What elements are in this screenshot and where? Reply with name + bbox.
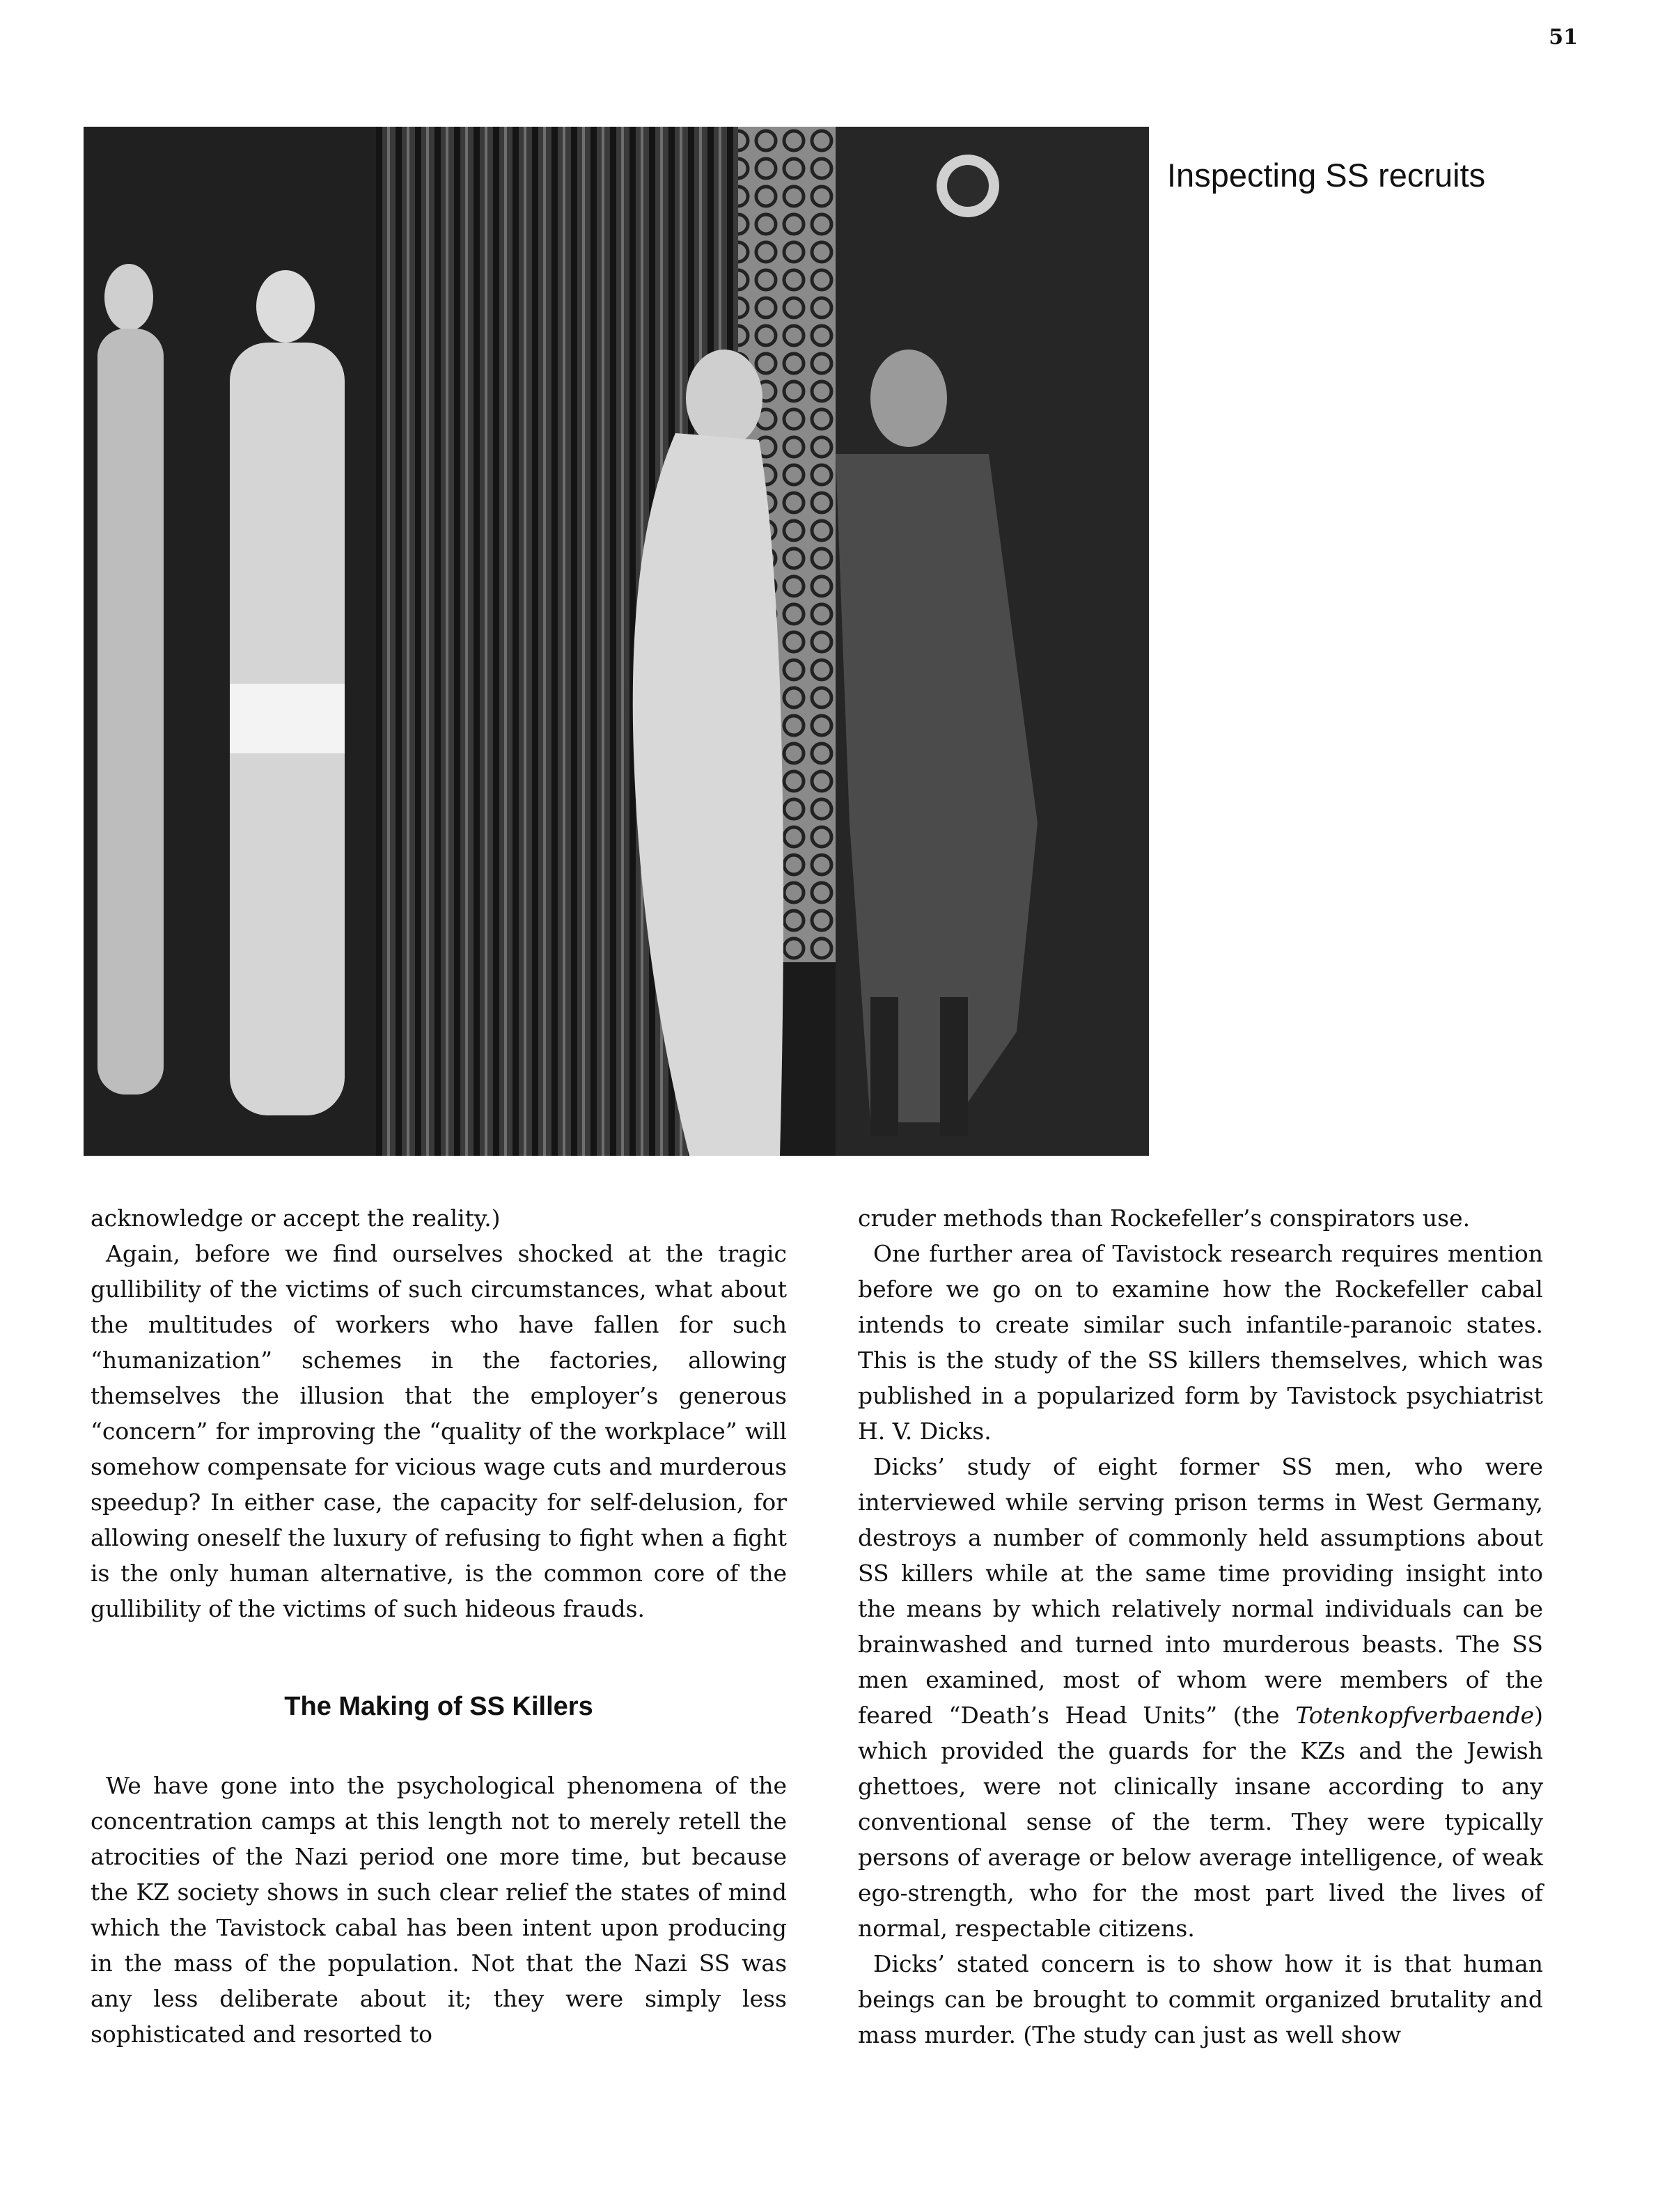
paragraph: Dicks’ stated concern is to show how it is that human beings can be brought to commit organized brutality and mass murder. (The study can just as well show: [858, 1950, 1543, 2048]
page-number: 51: [1549, 25, 1578, 49]
right-column: [858, 1200, 1543, 2053]
paragraph: acknowledge or accept the reality.): [91, 1205, 501, 1232]
paragraph: [858, 1449, 1543, 1946]
paragraph: Again, before we find ourselves shocked at the tragic gullibility of the victims of such circumstances, what about the multitudes of workers who have fallen for such “humanization” schemes in the factories, allowing themselves the illusion that the employer’s generous “concern” for improving the “quality of the workplace” will somehow compensate for vicious wage cuts and murderous speedup? In either case, the capacity for self-delusion, for allowing oneself the luxury of refusing to fight when a fight is the only human alternative, is the common core of the gullibility of the victims of such hideous frauds.: [91, 1240, 787, 1622]
photo-caption: Inspecting SS recruits: [1167, 157, 1486, 194]
italic-term: Totenkopfverbaende: [1295, 1702, 1535, 1729]
paragraph-text: Dicks’ study of eight former SS men, who were interviewed while serving prison terms in West Germany, destroys a number of commonly held assumptions about SS killers while at the same time providing insight into the means by which relatively normal individuals can be brainwashed and turned into murderous beasts. The SS men examined, most of whom were members of the feared “Death’s Head Units” (the: [858, 1453, 1543, 1729]
paragraph: We have gone into the psychological phenomena of the concentration camps at this length not to merely retell the atrocities of the Nazi period one more time, but because the KZ society shows in such clear relief the states of mind which the Tavistock cabal has been intent upon producing in the mass of the population. Not that the Nazi SS was any less deliberate about it; they were simply less sophisticated and resorted to: [91, 1772, 787, 2048]
section-heading: The Making of SS Killers: [284, 1692, 593, 1721]
paragraph: One further area of Tavistock research requires mention before we go on to examine how the Rockefeller cabal intends to create similar such infantile-paranoic states. This is the study of the SS killers themselves, which was published in a popularized form by Tavistock psychiatrist H. V. Dicks.: [858, 1240, 1543, 1445]
photo-illustration: [84, 127, 1149, 1156]
paragraph: cruder methods than Rockefeller’s conspirators use.: [858, 1205, 1471, 1232]
left-column: [91, 1200, 787, 2052]
photograph: [84, 127, 1149, 1156]
paragraph-text: ) which provided the guards for the KZs and the Jewish ghettoes, were not clinically insane according to any conventional sense of the term. They were typically persons of average or below average intelligence, of weak ego-strength, who for the most part lived the lives of normal, respectable citizens.: [858, 1702, 1543, 1942]
